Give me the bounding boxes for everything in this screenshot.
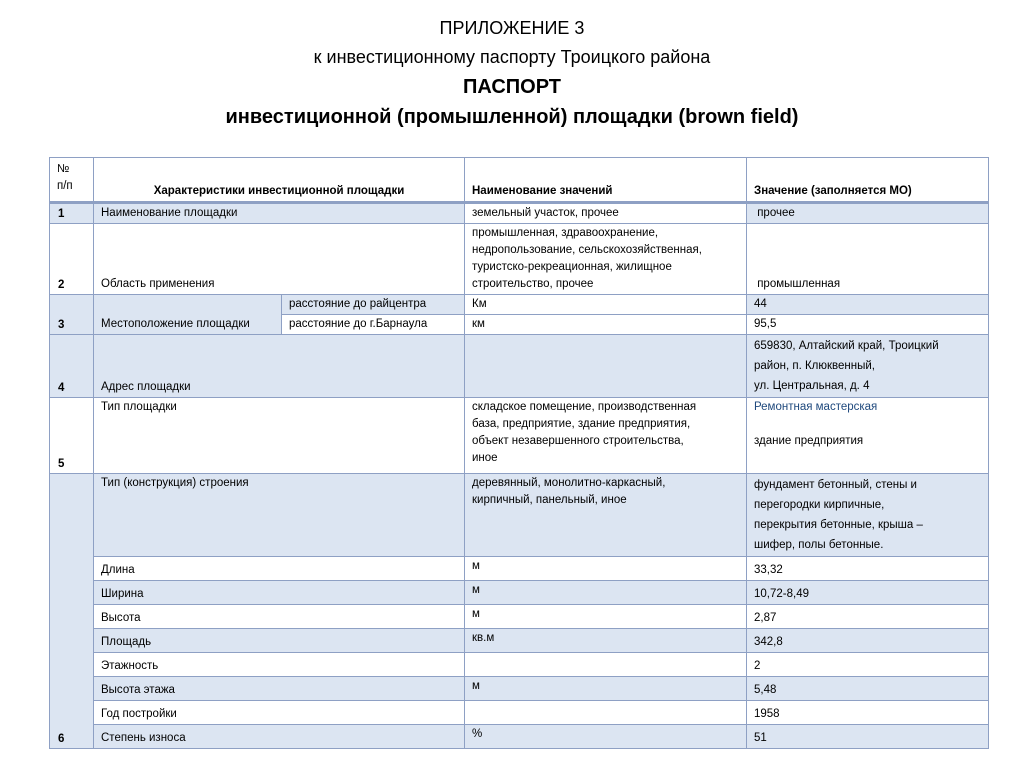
row-number: 5 (50, 398, 94, 474)
row-label: Наименование площадки (94, 203, 465, 224)
table-row (50, 557, 989, 581)
row-value: 659830, Алтайский край, Троицкий район, п. Клюквенный, ул. Центральная, д. 4 (747, 335, 989, 398)
column-header-naming: Наименование значений (465, 158, 747, 203)
table-row (50, 629, 989, 653)
row-sublabel: расстояние до г.Барнаула (282, 315, 465, 335)
row-label: Адрес площадки (94, 335, 465, 398)
row-label: Тип (конструкция) строения (94, 474, 465, 557)
table-row (50, 581, 989, 605)
row-label: Длина (94, 557, 465, 581)
row-value: прочее (747, 203, 989, 224)
row-value: 44 (747, 295, 989, 315)
row-value: 51 (747, 725, 989, 749)
row-number: 2 (50, 224, 94, 295)
row-naming: % (465, 725, 747, 749)
row-naming: промышленная, здравоохранение, недропользование, сельскохозяйственная, туристско-рекреационная, жилищное строительство, прочее (465, 224, 747, 295)
row-naming: м (465, 557, 747, 581)
table-row (50, 398, 989, 474)
row-number: 6 (50, 474, 94, 749)
row-value: 2 (747, 653, 989, 677)
table-row (50, 725, 989, 749)
table-row (50, 677, 989, 701)
row-number: 4 (50, 335, 94, 398)
page-subtitle: инвестиционной (промышленной) площадки (brown field) (225, 106, 799, 128)
row-value: 342,8 (747, 629, 989, 653)
row-label: Местоположение площадки (94, 295, 282, 335)
table-row (50, 653, 989, 677)
page-title: ПАСПОРТ (463, 76, 561, 98)
row-label: Высота (94, 605, 465, 629)
row-value: 2,87 (747, 605, 989, 629)
row-number: 1 (50, 203, 94, 224)
column-header-value: Значение (заполняется МО) (747, 158, 989, 203)
table-header-row (50, 158, 989, 203)
table-row (50, 335, 989, 398)
row-naming (465, 653, 747, 677)
row-naming: м (465, 581, 747, 605)
row-label: Высота этажа (94, 677, 465, 701)
table-row (50, 605, 989, 629)
row-label: Область применения (94, 224, 465, 295)
row-number: 3 (50, 295, 94, 335)
row-naming (465, 335, 747, 398)
row-label: Ширина (94, 581, 465, 605)
row-value: 95,5 (747, 315, 989, 335)
passport-table (49, 157, 989, 749)
row-naming: земельный участок, прочее (465, 203, 747, 224)
table-row (50, 295, 989, 315)
table-row (50, 701, 989, 725)
row-sublabel: расстояние до райцентра (282, 295, 465, 315)
table-row (50, 203, 989, 224)
appendix-subtitle: к инвестиционному паспорту Троицкого района (313, 47, 711, 67)
row-value: 1958 (747, 701, 989, 725)
column-header-characteristic: Характеристики инвестиционной площадки (94, 158, 465, 203)
site-type-detail: здание предприятия (754, 435, 864, 447)
row-value (747, 398, 989, 474)
row-naming: деревянный, монолитно-каркасный, кирпичный, панельный, иное (465, 474, 747, 557)
row-naming: м (465, 677, 747, 701)
row-naming: км (465, 315, 747, 335)
row-value: 5,48 (747, 677, 989, 701)
row-naming (465, 701, 747, 725)
row-label: Этажность (94, 653, 465, 677)
row-naming: Км (465, 295, 747, 315)
row-label: Год постройки (94, 701, 465, 725)
row-label: Площадь (94, 629, 465, 653)
row-label: Тип площадки (94, 398, 465, 474)
row-naming: кв.м (465, 629, 747, 653)
appendix-label: ПРИЛОЖЕНИЕ 3 (439, 18, 585, 38)
row-label: Степень износа (94, 725, 465, 749)
table-row (50, 224, 989, 295)
row-value: фундамент бетонный, стены и перегородки кирпичные, перекрытия бетонные, крыша – шифер, полы бетонные. (747, 474, 989, 557)
site-type-value: Ремонтная мастерская (754, 401, 878, 413)
row-value: 33,32 (747, 557, 989, 581)
column-header-num: № п/п (50, 158, 94, 203)
row-value: 10,72-8,49 (747, 581, 989, 605)
table-row (50, 474, 989, 557)
row-naming: складское помещение, производственная база, предприятие, здание предприятия, объект незавершенного строительства, иное (465, 398, 747, 474)
row-naming: м (465, 605, 747, 629)
row-value: промышленная (747, 224, 989, 295)
